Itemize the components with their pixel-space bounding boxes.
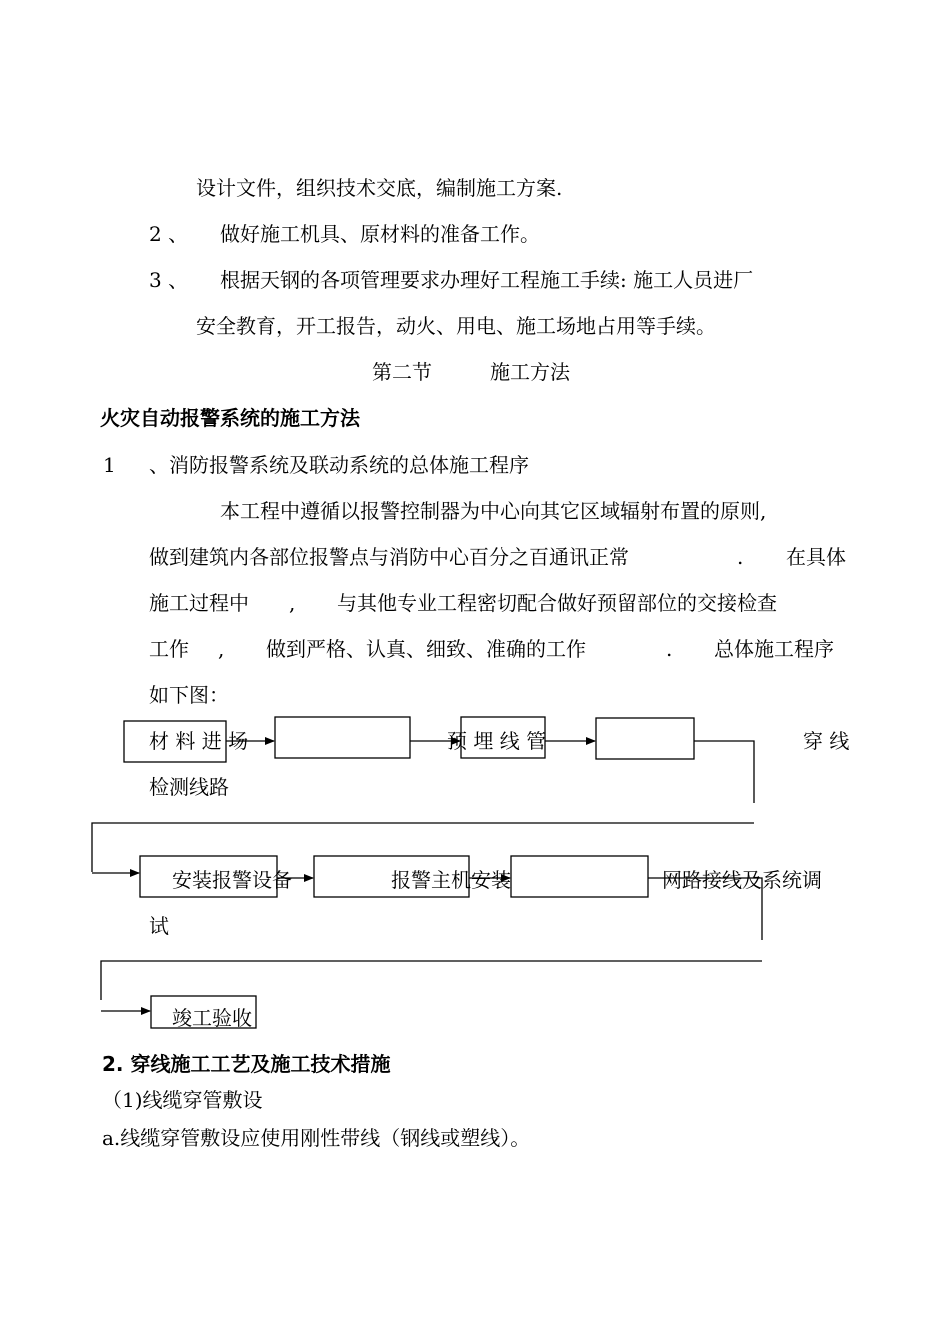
- paragraph-text: .: [666, 637, 673, 661]
- flow-box-step6: [511, 856, 648, 897]
- section-title-number: 第二节: [372, 360, 432, 384]
- paragraph-text: 在具体: [786, 545, 846, 569]
- paragraph-text: 施工过程中: [149, 591, 249, 615]
- list-number: 1: [103, 453, 116, 477]
- paragraph-text: 做到建筑内各部位报警点与消防中心百分之百通讯正常: [149, 545, 629, 569]
- flow-label-step7: 竣工验收: [172, 1006, 252, 1030]
- flow-connector: [694, 741, 754, 803]
- paragraph-text: 本工程中遵循以报警控制器为中心向其它区域辐射布置的原则,: [220, 499, 767, 523]
- paragraph-text: .: [737, 545, 744, 569]
- paragraph-text: 工作: [149, 637, 189, 661]
- flow-label-step3-cont: 检测线路: [149, 775, 229, 799]
- paragraph-text: 如下图：: [149, 683, 229, 707]
- flow-box-blank2: [596, 718, 694, 759]
- paragraph-text: 设计文件，组织技术交底，编制施工方案.: [196, 176, 563, 200]
- flow-box-blank1: [275, 717, 410, 758]
- list-item-text: 根据天钢的各项管理要求办理好工程施工手续: 施工人员进厂: [220, 268, 754, 292]
- flow-label-step3: 穿 线: [803, 729, 850, 753]
- subheading: （1)线缆穿管敷设: [102, 1088, 263, 1112]
- flow-connector: [101, 961, 762, 1000]
- list-item-continuation: 安全教育，开工报告，动火、用电、施工场地占用等手续。: [196, 314, 716, 338]
- flow-label-step4: 安装报警设备: [172, 868, 292, 892]
- paragraph-text: a.线缆穿管敷设应使用刚性带线（钢线或塑线）。: [102, 1126, 531, 1150]
- list-number: 3 、: [149, 268, 189, 292]
- flow-label-step6: 网路接线及系统调: [662, 868, 822, 892]
- list-number: 2 、: [149, 222, 189, 246]
- flow-label-step5: 报警主机安装: [391, 868, 511, 892]
- paragraph-text: ,: [289, 591, 296, 615]
- flow-label-step2: 预 埋 线 管: [447, 729, 547, 753]
- flow-connector: [92, 823, 754, 872]
- section-title-text: 施工方法: [490, 360, 570, 384]
- list-item-text: 做好施工机具、原材料的准备工作。: [220, 222, 540, 246]
- paragraph-text: 与其他专业工程密切配合做好预留部位的交接检查: [337, 591, 777, 615]
- heading: 2. 穿线施工工艺及施工技术措施: [102, 1052, 391, 1076]
- list-item-text: 、消防报警系统及联动系统的总体施工程序: [149, 453, 529, 477]
- flow-label-step6-cont: 试: [149, 914, 169, 938]
- paragraph-text: ,: [218, 637, 225, 661]
- paragraph-text: 总体施工程序: [714, 637, 834, 661]
- heading: 火灾自动报警系统的施工方法: [100, 406, 360, 430]
- paragraph-text: 做到严格、认真、细致、准确的工作: [266, 637, 586, 661]
- flow-label-step1: 材 料 进 场: [149, 729, 249, 753]
